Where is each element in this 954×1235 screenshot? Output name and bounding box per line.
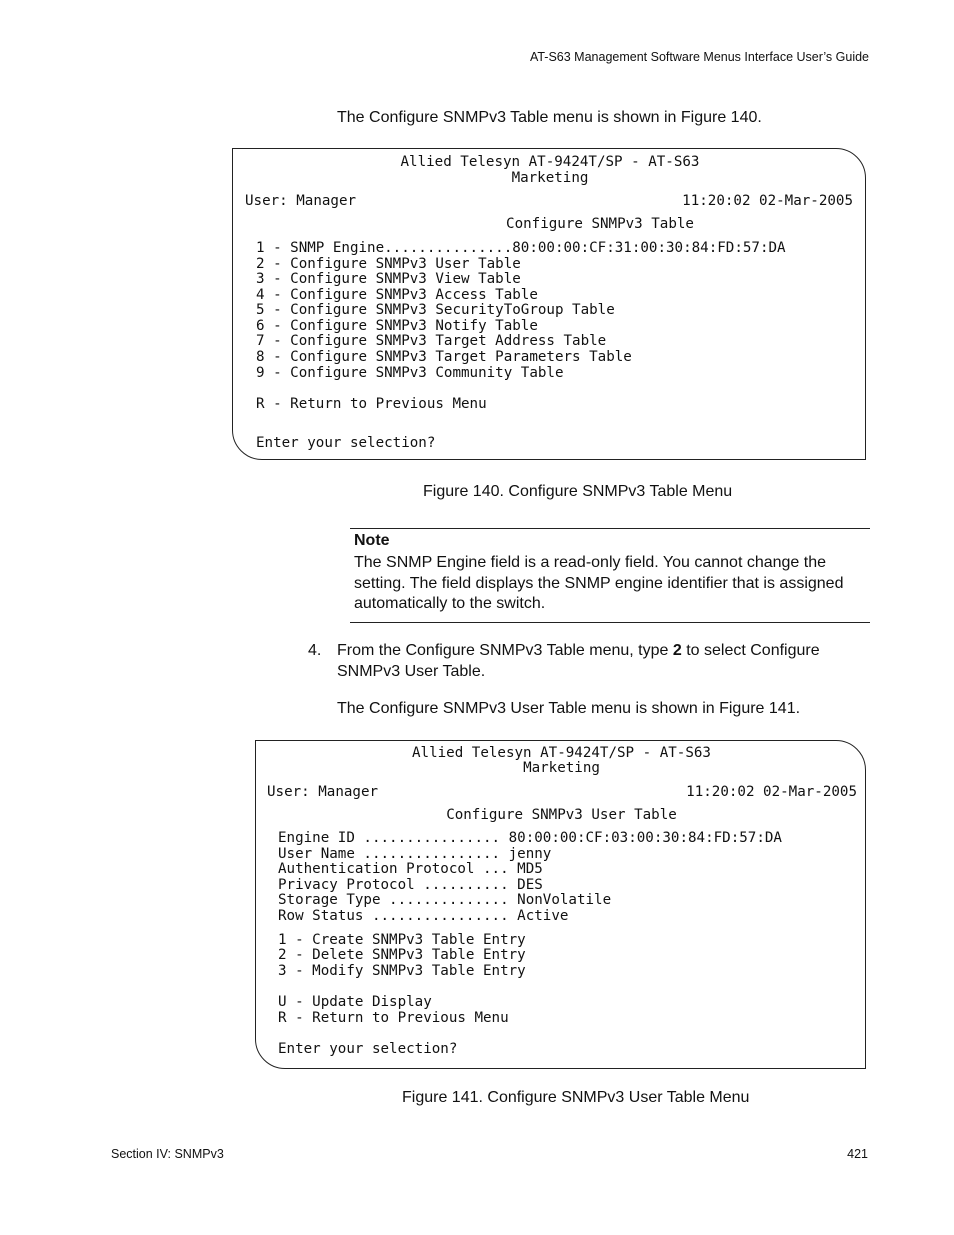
field-privacy-protocol: Privacy Protocol .......... DES: [278, 877, 543, 893]
terminal-banner-location: Marketing: [511, 170, 589, 186]
menu-item-community-table: 9 - Configure SNMPv3 Community Table: [256, 365, 564, 381]
terminal-datetime: 11:20:02 02-Mar-2005: [682, 193, 853, 209]
note-text: The SNMP Engine field is a read-only field. You cannot change the setting. The field displays the SNMP engine identifier that is assigned automatically to the switch.: [354, 554, 844, 612]
field-authentication-protocol: Authentication Protocol ... MD5: [278, 861, 543, 877]
note-title: Note: [354, 532, 390, 549]
terminal-user: User: Manager: [245, 193, 357, 209]
figure-140-caption: Figure 140. Configure SNMPv3 Table Menu: [423, 483, 733, 500]
menu-item-delete: 2 - Delete SNMPv3 Table Entry: [278, 947, 526, 963]
menu-item-user-table: 2 - Configure SNMPv3 User Table: [256, 256, 521, 272]
figure-140-intro: The Configure SNMPv3 Table menu is shown in Figure 140.: [337, 109, 762, 126]
menu-item-modify: 3 - Modify SNMPv3 Table Entry: [278, 963, 526, 979]
terminal-banner: Allied Telesyn AT-9424T/SP - AT-S63: [400, 154, 700, 170]
step-4-key: 2: [672, 642, 682, 659]
terminal-menu-title: Configure SNMPv3 Table: [506, 216, 694, 232]
menu-item-snmp-engine: 1 - SNMP Engine...............80:00:00:CF:31:00:30:84:FD:57:DA: [256, 240, 786, 256]
menu-item-create: 1 - Create SNMPv3 Table Entry: [278, 932, 526, 948]
terminal-prompt: Enter your selection?: [278, 1041, 458, 1057]
note-box: [350, 528, 870, 623]
step-number: 4.: [308, 642, 322, 659]
menu-item-return: R - Return to Previous Menu: [256, 396, 487, 412]
page-number: 421: [847, 1147, 868, 1161]
figure-140-terminal: [232, 148, 866, 460]
step-4-text: From the Configure SNMPv3 Table menu, type: [337, 642, 673, 659]
menu-item-return: R - Return to Previous Menu: [278, 1010, 509, 1026]
menu-item-access-table: 4 - Configure SNMPv3 Access Table: [256, 287, 538, 303]
terminal-datetime: 11:20:02 02-Mar-2005: [686, 784, 857, 800]
footer-section: Section IV: SNMPv3: [111, 1147, 224, 1161]
step-4-text-end: to select Configure: [681, 642, 820, 659]
step-4-line-2: SNMPv3 User Table.: [337, 663, 486, 680]
field-storage-type: Storage Type .............. NonVolatile: [278, 892, 612, 908]
figure-141-terminal: [255, 740, 866, 1069]
step-4-line-1: [337, 642, 820, 660]
field-user-name: User Name ................ jenny: [278, 846, 552, 862]
figure-141-intro: The Configure SNMPv3 User Table menu is shown in Figure 141.: [337, 700, 801, 717]
menu-item-view-table: 3 - Configure SNMPv3 View Table: [256, 271, 521, 287]
terminal-banner-location: Marketing: [523, 760, 600, 776]
field-row-status: Row Status ................ Active: [278, 908, 569, 924]
menu-item-securitytogroup-table: 5 - Configure SNMPv3 SecurityToGroup Table: [256, 302, 615, 318]
menu-item-update: U - Update Display: [278, 994, 432, 1010]
terminal-prompt: Enter your selection?: [256, 435, 436, 451]
menu-item-target-parameters-table: 8 - Configure SNMPv3 Target Parameters Table: [256, 349, 632, 365]
menu-item-notify-table: 6 - Configure SNMPv3 Notify Table: [256, 318, 538, 334]
menu-item-target-address-table: 7 - Configure SNMPv3 Target Address Table: [256, 333, 607, 349]
running-header: AT-S63 Management Software Menus Interface User’s Guide: [529, 50, 869, 64]
terminal-menu-title: Configure SNMPv3 User Table: [446, 807, 677, 823]
terminal-banner: Allied Telesyn AT-9424T/SP - AT-S63: [412, 745, 711, 761]
field-engine-id: Engine ID ................ 80:00:00:CF:03:00:30:84:FD:57:DA: [278, 830, 782, 846]
terminal-user: User: Manager: [267, 784, 379, 800]
figure-141-caption: Figure 141. Configure SNMPv3 User Table Menu: [402, 1089, 750, 1106]
